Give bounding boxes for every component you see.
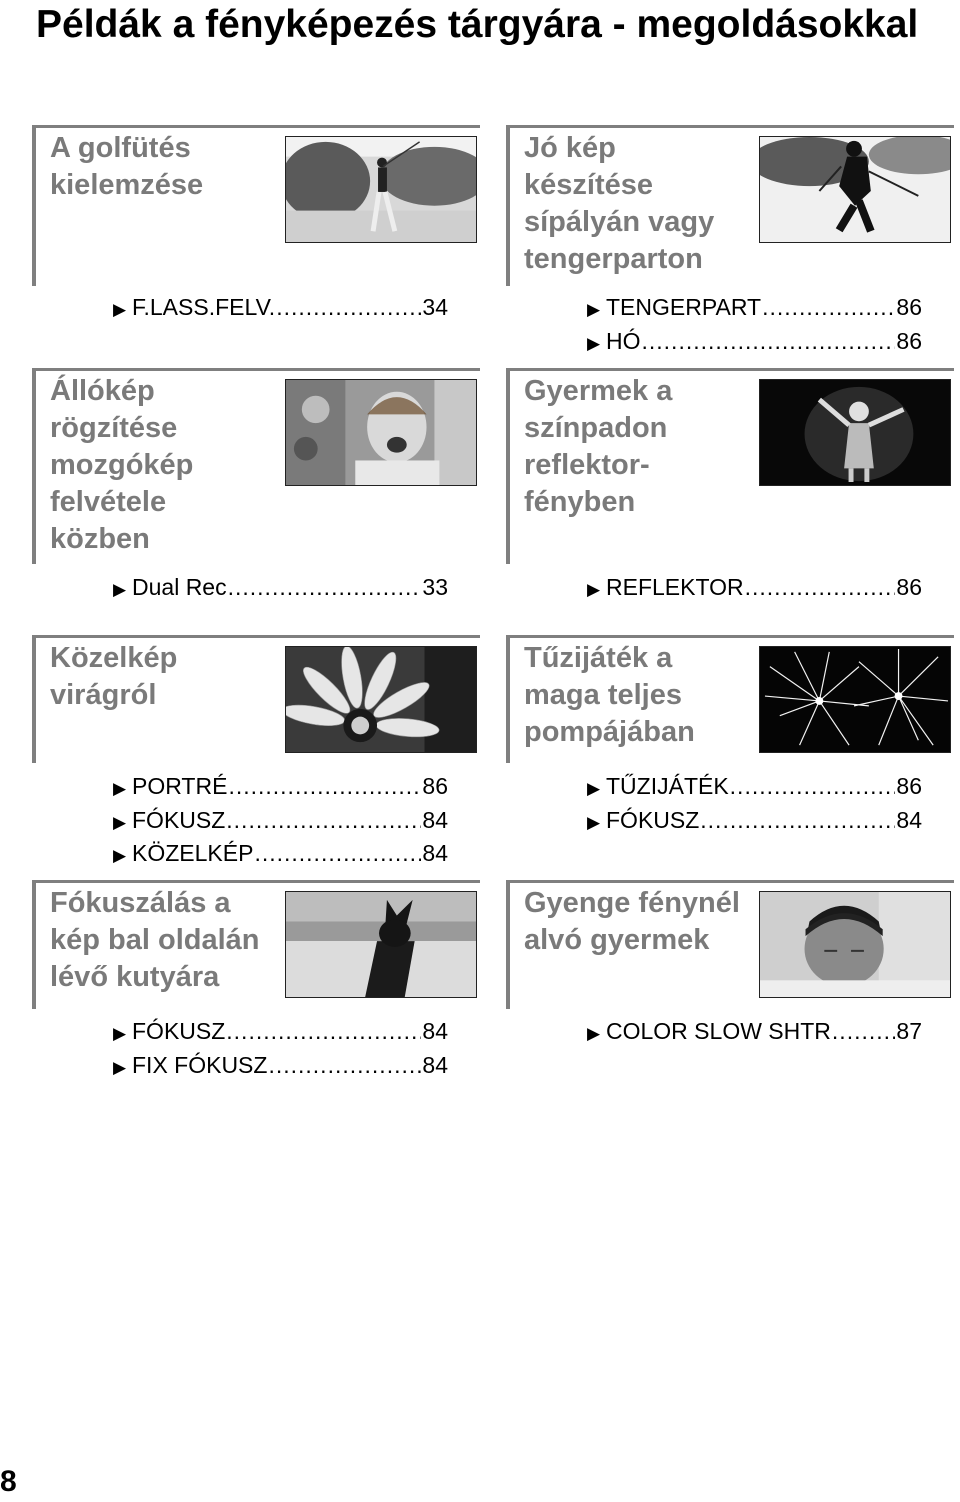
card-title: Jó kép készítése sípályán vagy tengerparton [524, 132, 715, 275]
arrow-right-icon: ▶ [587, 580, 601, 599]
reference-item: ▶ KÖZELKÉP ..... 84 [113, 837, 448, 871]
page-ref: 34 [422, 294, 448, 320]
example-card-sleep [506, 880, 954, 1009]
arrow-right-icon: ▶ [587, 779, 601, 798]
page-title: Példák a fényképezés tárgyára - megoldásokkal [36, 3, 919, 46]
golfer-swinging-photo [285, 136, 477, 243]
sleeping-child-photo [759, 891, 951, 998]
arrow-right-icon: ▶ [587, 1024, 601, 1043]
arrow-right-icon: ▶ [587, 300, 601, 319]
reference-item: ▶ TENGERPART ..... 86 [587, 291, 922, 325]
card-title: Tűzijáték a maga teljes pompájában [524, 642, 695, 748]
reference-list-still [113, 571, 448, 605]
page-ref: 84 [422, 1018, 448, 1044]
page-ref: 33 [422, 574, 448, 600]
arrow-right-icon: ▶ [113, 580, 127, 599]
reference-list-golf [113, 291, 448, 325]
card-title: Fókuszálás a kép bal oldalán lévő kutyára [50, 887, 260, 993]
page-ref: 86 [896, 773, 922, 799]
skier-photo [759, 136, 951, 243]
arrow-right-icon: ▶ [113, 1024, 127, 1043]
example-card-ski [506, 125, 954, 286]
example-card-golf [32, 125, 480, 286]
laughing-child-photo [285, 379, 477, 486]
example-card-dog [32, 880, 480, 1009]
arrow-right-icon: ▶ [113, 779, 127, 798]
reference-item: ▶ FÓKUSZ ..... 84 [587, 804, 922, 838]
reference-item: ▶ FÓKUSZ ..... 84 [113, 1015, 448, 1049]
reference-item: ▶ HÓ ..... 86 [587, 325, 922, 359]
reference-list-sleep [587, 1015, 922, 1049]
page-ref: 84 [422, 840, 448, 866]
card-title: Gyermek a színpadon reflektor- fényben [524, 375, 673, 518]
page-ref: 87 [896, 1018, 922, 1044]
reference-item: ▶ FIX FÓKUSZ ..... 84 [113, 1049, 448, 1083]
card-title: Állókép rögzítése mozgókép felvétele közben [50, 375, 194, 555]
arrow-right-icon: ▶ [113, 846, 127, 865]
reference-item: ▶ PORTRÉ ..... 86 [113, 770, 448, 804]
reference-list-flower [113, 770, 448, 871]
page-number: 8 [0, 1465, 17, 1498]
page-ref: 86 [896, 574, 922, 600]
card-title: A golfütés kielemzése [50, 132, 204, 201]
page-ref: 86 [896, 327, 922, 354]
page-ref: 86 [896, 294, 922, 320]
card-title: Gyenge fénynél alvó gyermek [524, 887, 740, 956]
arrow-right-icon: ▶ [113, 812, 127, 832]
page-ref: 84 [422, 806, 448, 833]
reference-item: ▶ COLOR SLOW SHTR ..... 87 [587, 1015, 922, 1049]
dog-on-beach-photo [285, 891, 477, 998]
fireworks-photo [759, 646, 951, 753]
reference-item: ▶ FÓKUSZ ..... 84 [113, 804, 448, 838]
reference-item: ▶ Dual Rec ..... 33 [113, 571, 448, 605]
example-card-stage [506, 368, 954, 564]
page-ref: 84 [422, 1051, 448, 1078]
arrow-right-icon: ▶ [113, 300, 127, 319]
page-ref: 84 [896, 806, 922, 833]
arrow-right-icon: ▶ [587, 812, 601, 832]
reference-list-stage [587, 571, 922, 605]
flower-closeup-photo [285, 646, 477, 753]
reference-item: ▶ TŰZIJÁTÉK ..... 86 [587, 770, 922, 804]
example-card-fireworks [506, 635, 954, 763]
example-card-still [32, 368, 480, 564]
example-card-flower [32, 635, 480, 763]
page-ref: 86 [422, 773, 448, 799]
reference-list-ski [587, 291, 922, 358]
arrow-right-icon: ▶ [587, 333, 601, 353]
card-title: Közelkép virágról [50, 642, 178, 711]
reference-list-dog [113, 1015, 448, 1082]
reference-item: ▶ REFLEKTOR ..... 86 [587, 571, 922, 605]
arrow-right-icon: ▶ [113, 1057, 127, 1077]
child-on-stage-photo [759, 379, 951, 486]
reference-item: ▶ F.LASS.FELV. ..... 34 [113, 291, 448, 325]
reference-list-fireworks [587, 770, 922, 837]
